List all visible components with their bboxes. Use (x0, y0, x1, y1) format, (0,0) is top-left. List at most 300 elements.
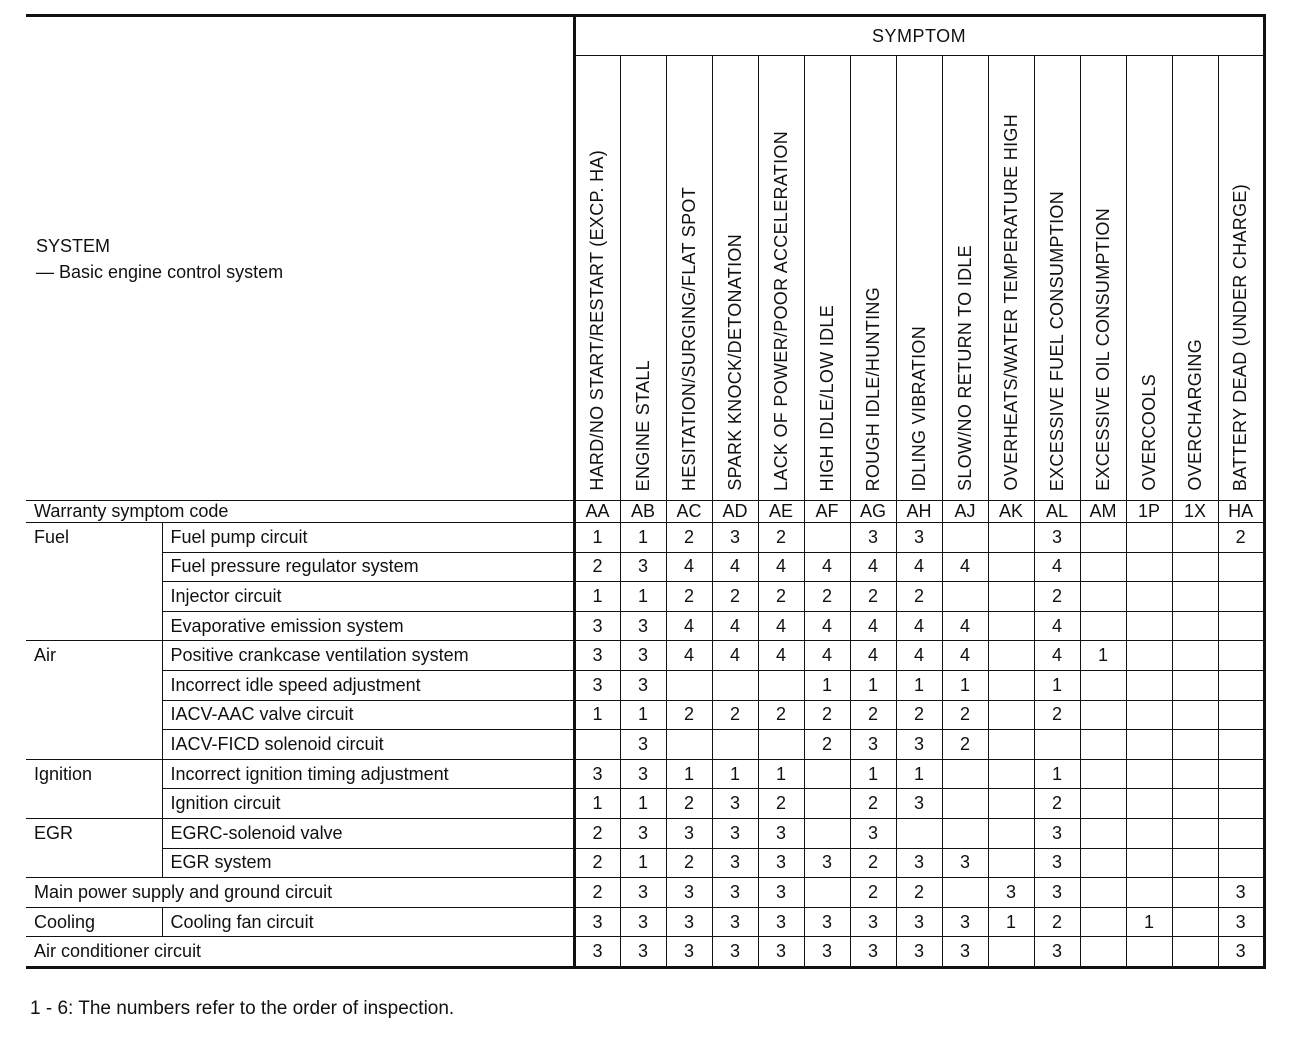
category-label: Air (26, 641, 162, 759)
inspection-order-cell (1126, 789, 1172, 819)
symptom-header-ad (712, 56, 758, 501)
inspection-order-cell: 4 (850, 552, 896, 582)
symptom-name: OVERHEATS/WATER TEMPERATURE HIGH (1000, 114, 1021, 491)
inspection-order-cell: 3 (574, 670, 620, 700)
inspection-order-cell: 3 (1218, 907, 1264, 937)
inspection-order-cell: 3 (988, 878, 1034, 908)
inspection-order-cell: 3 (712, 789, 758, 819)
inspection-order-cell: 1 (574, 700, 620, 730)
inspection-order-cell: 3 (574, 641, 620, 671)
inspection-order-cell: 2 (666, 848, 712, 878)
table-row (26, 759, 1264, 789)
inspection-order-cell: 2 (758, 582, 804, 612)
symptom-name: BATTERY DEAD (UNDER CHARGE) (1230, 183, 1251, 491)
footnote: 1 - 6: The numbers refer to the order of inspection. (30, 998, 455, 1019)
inspection-order-cell (988, 670, 1034, 700)
inspection-order-cell: 1 (574, 523, 620, 553)
row-label: Air conditioner circuit (26, 937, 574, 968)
symptom-header-aa (574, 56, 620, 501)
inspection-order-cell: 1 (620, 700, 666, 730)
inspection-order-cell (1172, 670, 1218, 700)
inspection-order-cell: 3 (666, 907, 712, 937)
inspection-order-cell: 4 (712, 552, 758, 582)
inspection-order-cell: 1 (896, 759, 942, 789)
inspection-order-cell (1126, 759, 1172, 789)
inspection-order-cell: 3 (574, 611, 620, 641)
inspection-order-cell (1172, 848, 1218, 878)
inspection-order-cell: 3 (1034, 818, 1080, 848)
inspection-order-cell (1218, 700, 1264, 730)
inspection-order-cell (1172, 641, 1218, 671)
inspection-order-cell (1080, 789, 1126, 819)
inspection-order-cell: 3 (666, 878, 712, 908)
row-item-label: Incorrect ignition timing adjustment (162, 759, 574, 789)
inspection-order-cell (988, 552, 1034, 582)
inspection-order-cell: 3 (620, 670, 666, 700)
inspection-order-cell: 3 (1034, 878, 1080, 908)
inspection-order-cell (942, 759, 988, 789)
symptom-code: AH (896, 501, 942, 523)
inspection-order-cell: 2 (942, 730, 988, 760)
inspection-order-cell (1218, 641, 1264, 671)
table-row (26, 937, 1264, 968)
inspection-order-cell: 3 (758, 937, 804, 968)
inspection-order-cell (1126, 848, 1172, 878)
inspection-order-cell: 4 (712, 611, 758, 641)
inspection-order-cell (1080, 848, 1126, 878)
inspection-order-cell (896, 818, 942, 848)
inspection-order-cell (1034, 730, 1080, 760)
inspection-order-cell: 3 (896, 523, 942, 553)
inspection-order-cell: 3 (758, 818, 804, 848)
inspection-order-cell (1218, 552, 1264, 582)
inspection-order-cell: 2 (1034, 700, 1080, 730)
symptom-name: EXCESSIVE FUEL CONSUMPTION (1046, 190, 1067, 491)
inspection-order-cell (804, 523, 850, 553)
inspection-order-cell (1126, 523, 1172, 553)
inspection-order-cell (1218, 789, 1264, 819)
symptom-header-ae (758, 56, 804, 501)
inspection-order-cell (988, 759, 1034, 789)
inspection-order-cell: 3 (942, 907, 988, 937)
inspection-order-cell: 2 (942, 700, 988, 730)
symptom-header-al (1034, 56, 1080, 501)
row-item-label: Injector circuit (162, 582, 574, 612)
table-row (26, 641, 1264, 671)
inspection-order-cell (1126, 818, 1172, 848)
inspection-order-cell: 2 (850, 878, 896, 908)
inspection-order-cell: 2 (804, 730, 850, 760)
inspection-order-cell (1172, 523, 1218, 553)
inspection-order-cell (804, 759, 850, 789)
symptom-name: HESITATION/SURGING/FLAT SPOT (678, 186, 699, 491)
inspection-order-cell: 1 (620, 523, 666, 553)
inspection-order-cell: 3 (712, 523, 758, 553)
table-row (26, 552, 1264, 582)
inspection-order-cell (1080, 611, 1126, 641)
symptom-header-ag (850, 56, 896, 501)
table-row (26, 878, 1264, 908)
inspection-order-cell (1172, 789, 1218, 819)
inspection-order-cell (1126, 670, 1172, 700)
inspection-order-cell: 2 (1218, 523, 1264, 553)
row-item-label: Evaporative emission system (162, 611, 574, 641)
table-row (26, 848, 1264, 878)
system-header (26, 16, 574, 501)
inspection-order-cell (942, 878, 988, 908)
inspection-order-cell (1218, 848, 1264, 878)
table-row (26, 670, 1264, 700)
symptom-header-am (1080, 56, 1126, 501)
inspection-order-cell (988, 611, 1034, 641)
inspection-order-cell (666, 670, 712, 700)
symptom-name: IDLING VIBRATION (908, 325, 929, 491)
inspection-order-cell: 2 (850, 582, 896, 612)
inspection-order-cell (1080, 582, 1126, 612)
table-row (26, 907, 1264, 937)
inspection-order-cell (1080, 700, 1126, 730)
inspection-order-cell: 3 (712, 848, 758, 878)
symptom-code: 1X (1172, 501, 1218, 523)
inspection-order-cell (1126, 878, 1172, 908)
inspection-order-cell (988, 582, 1034, 612)
inspection-order-cell: 4 (712, 641, 758, 671)
inspection-order-cell: 3 (620, 641, 666, 671)
inspection-order-cell: 2 (666, 582, 712, 612)
inspection-order-cell (1126, 611, 1172, 641)
inspection-order-cell: 3 (896, 789, 942, 819)
symptom-name: OVERCOOLS (1138, 374, 1159, 491)
inspection-order-cell (804, 818, 850, 848)
inspection-order-cell (1172, 611, 1218, 641)
inspection-order-cell: 4 (666, 611, 712, 641)
symptom-header-aj (942, 56, 988, 501)
symptom-title-row (26, 16, 1264, 56)
inspection-order-cell: 1 (988, 907, 1034, 937)
inspection-order-cell (1080, 878, 1126, 908)
table-row (26, 611, 1264, 641)
symptom-header-ak (988, 56, 1034, 501)
inspection-order-cell (1218, 818, 1264, 848)
inspection-order-cell (1172, 730, 1218, 760)
inspection-order-cell: 3 (712, 818, 758, 848)
inspection-order-cell: 3 (574, 937, 620, 968)
symptom-header-1p (1126, 56, 1172, 501)
inspection-order-cell (574, 730, 620, 760)
inspection-order-cell: 2 (666, 523, 712, 553)
symptom-code: HA (1218, 501, 1264, 523)
inspection-order-cell: 3 (1218, 937, 1264, 968)
inspection-order-cell: 4 (666, 641, 712, 671)
inspection-order-cell: 4 (896, 641, 942, 671)
inspection-order-cell (1172, 907, 1218, 937)
row-item-label: Incorrect idle speed adjustment (162, 670, 574, 700)
inspection-order-cell: 4 (758, 611, 804, 641)
inspection-order-cell: 2 (712, 582, 758, 612)
inspection-order-cell: 2 (850, 848, 896, 878)
inspection-order-cell (1080, 670, 1126, 700)
symptom-code: AA (574, 501, 620, 523)
inspection-order-cell (1126, 582, 1172, 612)
symptom-header-ac (666, 56, 712, 501)
inspection-order-cell: 1 (758, 759, 804, 789)
system-sub-label: — Basic engine control system (36, 261, 284, 282)
inspection-order-cell: 1 (942, 670, 988, 700)
inspection-order-cell: 2 (896, 878, 942, 908)
row-item-label: IACV-FICD solenoid circuit (162, 730, 574, 760)
inspection-order-cell (1080, 552, 1126, 582)
matrix-body (26, 523, 1264, 968)
inspection-order-cell: 3 (620, 730, 666, 760)
inspection-order-cell: 2 (850, 700, 896, 730)
inspection-order-cell (1218, 670, 1264, 700)
inspection-order-cell: 1 (712, 759, 758, 789)
inspection-order-cell (758, 730, 804, 760)
inspection-order-cell: 2 (574, 818, 620, 848)
inspection-order-cell: 3 (850, 523, 896, 553)
row-item-label: EGRC-solenoid valve (162, 818, 574, 848)
inspection-order-cell: 3 (1034, 848, 1080, 878)
inspection-order-cell: 2 (574, 848, 620, 878)
warranty-code-row (26, 501, 1264, 523)
inspection-order-cell: 3 (942, 937, 988, 968)
symptom-code: AG (850, 501, 896, 523)
inspection-order-cell: 3 (620, 759, 666, 789)
inspection-order-cell: 1 (850, 759, 896, 789)
inspection-order-cell (1172, 759, 1218, 789)
inspection-order-cell: 2 (758, 700, 804, 730)
symptom-header-ah (896, 56, 942, 501)
inspection-order-cell: 1 (574, 789, 620, 819)
inspection-order-cell (1218, 611, 1264, 641)
inspection-order-cell (804, 878, 850, 908)
inspection-order-cell: 3 (896, 848, 942, 878)
inspection-order-cell: 3 (574, 907, 620, 937)
inspection-order-cell: 2 (758, 523, 804, 553)
inspection-order-cell: 3 (758, 907, 804, 937)
row-label: Main power supply and ground circuit (26, 878, 574, 908)
inspection-order-cell: 2 (1034, 789, 1080, 819)
inspection-order-cell (988, 789, 1034, 819)
inspection-order-cell (988, 848, 1034, 878)
symptom-code: AJ (942, 501, 988, 523)
inspection-order-cell (1080, 730, 1126, 760)
inspection-order-cell (988, 730, 1034, 760)
symptom-name: HIGH IDLE/LOW IDLE (816, 304, 837, 491)
inspection-order-cell: 2 (896, 700, 942, 730)
row-item-label: Positive crankcase ventilation system (162, 641, 574, 671)
symptom-header-af (804, 56, 850, 501)
inspection-order-cell: 4 (942, 611, 988, 641)
inspection-order-cell: 3 (620, 552, 666, 582)
inspection-order-cell (1126, 730, 1172, 760)
table-row (26, 523, 1264, 553)
inspection-order-cell (1126, 641, 1172, 671)
inspection-order-cell (1126, 552, 1172, 582)
category-label: Cooling (26, 907, 162, 937)
symptom-header-ab (620, 56, 666, 501)
inspection-order-cell: 4 (942, 641, 988, 671)
inspection-order-cell: 2 (896, 582, 942, 612)
inspection-order-cell (1218, 759, 1264, 789)
inspection-order-cell: 3 (620, 611, 666, 641)
inspection-order-cell: 3 (758, 878, 804, 908)
inspection-order-cell (1172, 818, 1218, 848)
row-item-label: Fuel pressure regulator system (162, 552, 574, 582)
inspection-order-cell: 3 (942, 848, 988, 878)
inspection-order-cell (942, 582, 988, 612)
inspection-order-cell: 3 (666, 937, 712, 968)
symptom-name: ROUGH IDLE/HUNTING (862, 286, 883, 491)
inspection-order-cell: 2 (712, 700, 758, 730)
symptom-name: SLOW/NO RETURN TO IDLE (954, 245, 975, 491)
inspection-order-cell: 1 (1080, 641, 1126, 671)
inspection-order-cell: 4 (758, 641, 804, 671)
inspection-order-cell: 3 (896, 937, 942, 968)
inspection-order-cell: 3 (850, 730, 896, 760)
inspection-order-cell: 3 (1034, 937, 1080, 968)
inspection-order-cell: 4 (1034, 611, 1080, 641)
inspection-order-cell: 3 (1034, 523, 1080, 553)
inspection-order-cell: 3 (896, 907, 942, 937)
inspection-order-cell (1126, 700, 1172, 730)
inspection-order-cell (988, 523, 1034, 553)
inspection-order-cell: 2 (1034, 907, 1080, 937)
inspection-order-cell (1080, 818, 1126, 848)
inspection-order-cell (988, 937, 1034, 968)
category-label: Fuel (26, 523, 162, 641)
inspection-order-cell: 4 (942, 552, 988, 582)
inspection-order-cell: 1 (1034, 759, 1080, 789)
table-row (26, 789, 1264, 819)
inspection-order-cell (988, 700, 1034, 730)
inspection-order-cell (988, 818, 1034, 848)
table-row (26, 730, 1264, 760)
inspection-order-cell (1080, 523, 1126, 553)
inspection-order-cell: 4 (804, 611, 850, 641)
inspection-order-cell: 1 (1034, 670, 1080, 700)
inspection-order-cell (1126, 937, 1172, 968)
inspection-order-cell: 3 (712, 937, 758, 968)
inspection-order-cell (1218, 582, 1264, 612)
inspection-order-cell: 3 (896, 730, 942, 760)
inspection-order-cell: 3 (574, 759, 620, 789)
inspection-order-cell: 2 (850, 789, 896, 819)
inspection-order-cell: 3 (712, 878, 758, 908)
inspection-order-cell: 1 (620, 582, 666, 612)
inspection-order-cell (1172, 878, 1218, 908)
inspection-order-cell: 3 (1218, 878, 1264, 908)
inspection-order-cell: 2 (666, 700, 712, 730)
symptom-code: AL (1034, 501, 1080, 523)
inspection-order-cell: 2 (758, 789, 804, 819)
inspection-order-cell: 4 (758, 552, 804, 582)
row-item-label: Fuel pump circuit (162, 523, 574, 553)
inspection-order-cell: 1 (850, 670, 896, 700)
category-label: EGR (26, 818, 162, 877)
inspection-order-cell: 1 (666, 759, 712, 789)
inspection-order-cell (1080, 907, 1126, 937)
inspection-order-cell (1218, 730, 1264, 760)
symptom-matrix-table (26, 14, 1266, 969)
symptom-code: AB (620, 501, 666, 523)
inspection-order-cell: 3 (620, 937, 666, 968)
inspection-order-cell: 2 (574, 878, 620, 908)
symptom-code: AD (712, 501, 758, 523)
inspection-order-cell (1172, 700, 1218, 730)
inspection-order-cell: 2 (666, 789, 712, 819)
inspection-order-cell: 3 (712, 907, 758, 937)
symptom-name: HARD/NO START/RESTART (EXCP. HA) (587, 150, 608, 491)
row-item-label: Cooling fan circuit (162, 907, 574, 937)
inspection-order-cell (712, 730, 758, 760)
symptom-code: AK (988, 501, 1034, 523)
inspection-order-cell: 1 (620, 848, 666, 878)
inspection-order-cell: 3 (850, 937, 896, 968)
inspection-order-cell (1172, 552, 1218, 582)
category-label: Ignition (26, 759, 162, 818)
inspection-order-cell (1172, 937, 1218, 968)
inspection-order-cell: 4 (1034, 641, 1080, 671)
inspection-order-cell: 3 (620, 907, 666, 937)
symptom-title: SYMPTOM (574, 16, 1264, 56)
inspection-order-cell: 3 (804, 907, 850, 937)
table-row (26, 818, 1264, 848)
symptom-header-ha (1218, 56, 1264, 501)
inspection-order-cell (1080, 759, 1126, 789)
inspection-order-cell: 3 (666, 818, 712, 848)
symptom-header-1x (1172, 56, 1218, 501)
warranty-label: Warranty symptom code (26, 501, 574, 523)
symptom-name: LACK OF POWER/POOR ACCELERATION (770, 130, 791, 491)
inspection-order-cell: 3 (850, 818, 896, 848)
inspection-order-cell: 3 (620, 878, 666, 908)
inspection-order-cell: 2 (574, 552, 620, 582)
inspection-order-cell (1080, 937, 1126, 968)
table-row (26, 582, 1264, 612)
inspection-order-cell (666, 730, 712, 760)
inspection-order-cell: 3 (620, 818, 666, 848)
row-item-label: IACV-AAC valve circuit (162, 700, 574, 730)
inspection-order-cell (988, 641, 1034, 671)
row-item-label: EGR system (162, 848, 574, 878)
inspection-order-cell (942, 523, 988, 553)
symptom-code: AE (758, 501, 804, 523)
symptom-code: AM (1080, 501, 1126, 523)
inspection-order-cell: 4 (850, 611, 896, 641)
inspection-order-cell (758, 670, 804, 700)
inspection-order-cell: 1 (896, 670, 942, 700)
inspection-order-cell: 4 (804, 552, 850, 582)
inspection-order-cell: 3 (804, 848, 850, 878)
inspection-order-cell (942, 789, 988, 819)
row-item-label: Ignition circuit (162, 789, 574, 819)
inspection-order-cell: 2 (804, 582, 850, 612)
system-label: SYSTEM (36, 235, 111, 256)
inspection-order-cell: 3 (850, 907, 896, 937)
table-row (26, 700, 1264, 730)
inspection-order-cell (804, 789, 850, 819)
inspection-order-cell (1172, 582, 1218, 612)
inspection-order-cell: 4 (850, 641, 896, 671)
inspection-order-cell: 1 (1126, 907, 1172, 937)
symptom-name: OVERCHARGING (1184, 339, 1205, 491)
inspection-order-cell: 2 (1034, 582, 1080, 612)
symptom-code: AF (804, 501, 850, 523)
inspection-order-cell (942, 818, 988, 848)
symptom-code: 1P (1126, 501, 1172, 523)
symptom-name: SPARK KNOCK/DETONATION (724, 234, 745, 491)
